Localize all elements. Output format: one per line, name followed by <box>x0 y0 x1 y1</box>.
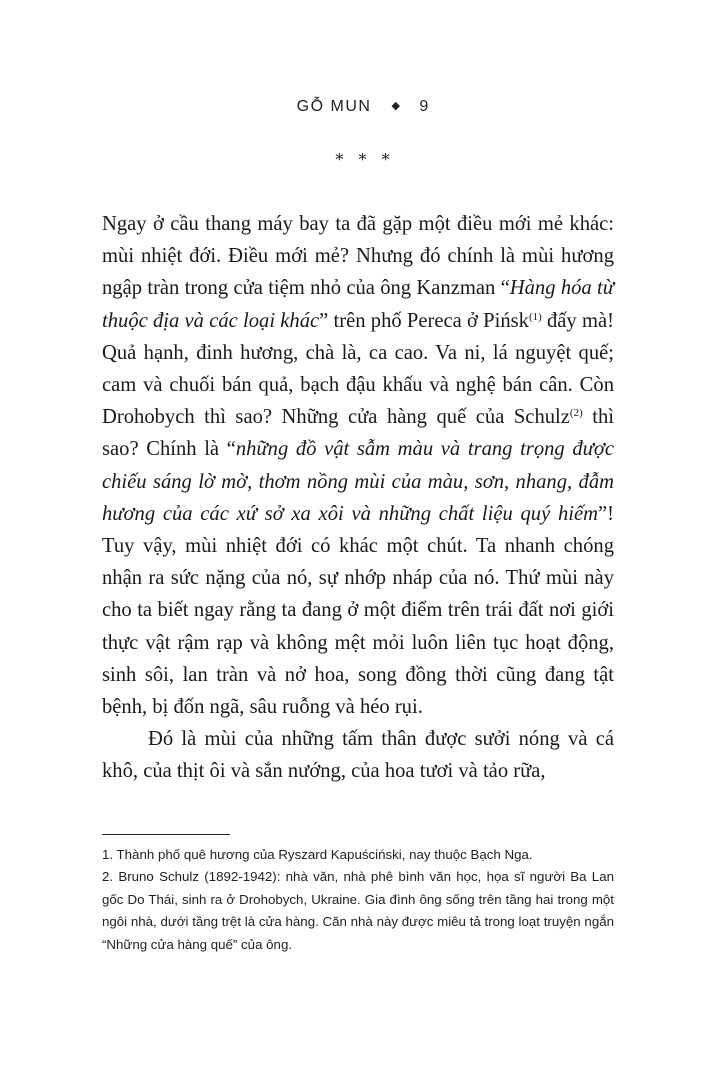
p1-text-2: ” trên phố Pereca ở Pińsk <box>319 309 529 332</box>
footnote-2: 2. Bruno Schulz (1892-1942): nhà văn, nhà phê bình văn học, họa sĩ người Ba Lan gốc Do Thái, sinh ra ở Drohobych, Ukraine. Gia đình ông sống trên tầng hai trong một ngôi nhà, dưới tầng trệt là cửa hàng. Căn nhà này được miêu tả trong loạt truyện ngắn “Những cửa hàng quế” của ông. <box>102 869 614 952</box>
paragraph-1 <box>102 208 614 723</box>
page-number: 9 <box>419 98 429 115</box>
p1-text-1: Ngay ở cầu thang máy bay ta đã gặp một điều mới mẻ khác: mùi nhiệt đới. Điều mới mẻ? Nhưng đó chính là mùi hương ngập tràn trong cửa tiệm nhỏ của ông Kanzman “ <box>102 213 614 300</box>
diamond-separator-icon: ◆ <box>391 100 402 112</box>
p1-text-4: thì sao? Chính là “ <box>102 406 614 461</box>
p1-text-5: ”! Tuy vậy, mùi nhiệt đới có khác một chút. Ta nhanh chóng nhận ra sức nặng của nó, sự nhớp nháp của nó. Thứ mùi này cho ta biết ngay rằng ta đang ở một điểm trên trái đất nơi giới thực vật rậm rạp và không mệt mỏi luôn liên tục hoạt động, sinh sôi, lan tràn và nở hoa, song đồng thời cũng đang tật bệnh, bị đốn ngã, sâu ruỗng và héo rụi. <box>102 502 614 719</box>
footnote-ref-1: (1) <box>528 310 542 323</box>
footnotes <box>102 844 614 956</box>
paragraph-2: Đó là mùi của những tấm thân được sưởi nóng và cá khô, của thịt ôi và sắn nướng, của hoa tươi và tảo rữa, <box>102 728 614 783</box>
p1-italic-1: Hàng hóa từ thuộc địa và các loại khác <box>102 277 614 332</box>
book-title: GỖ MUN <box>296 98 372 115</box>
p1-italic-2: những đồ vật sẫm màu và trang trọng được chiếu sáng lờ mờ, thơm nồng mùi của màu, sơn, nhang, đẫm hương của các xứ sở xa xôi và những chất liệu quý hiếm <box>102 438 614 525</box>
running-header <box>0 98 725 116</box>
footnote-1: 1. Thành phố quê hương của Ryszard Kapuściński, nay thuộc Bạch Nga. <box>102 847 533 862</box>
section-break: * * * <box>335 150 390 169</box>
p1-text-3: đấy mà! Quả hạnh, đinh hương, chà là, ca cao. Va ni, lá nguyệt quế; cam và chuối bán quả, bạch đậu khấu và nghệ bán cân. Còn Drohobych thì sao? Những cửa hàng quế của Schulz <box>102 309 614 429</box>
footnote-ref-2: (2) <box>569 407 583 420</box>
body-text <box>102 208 614 788</box>
footnote-divider <box>102 834 230 835</box>
